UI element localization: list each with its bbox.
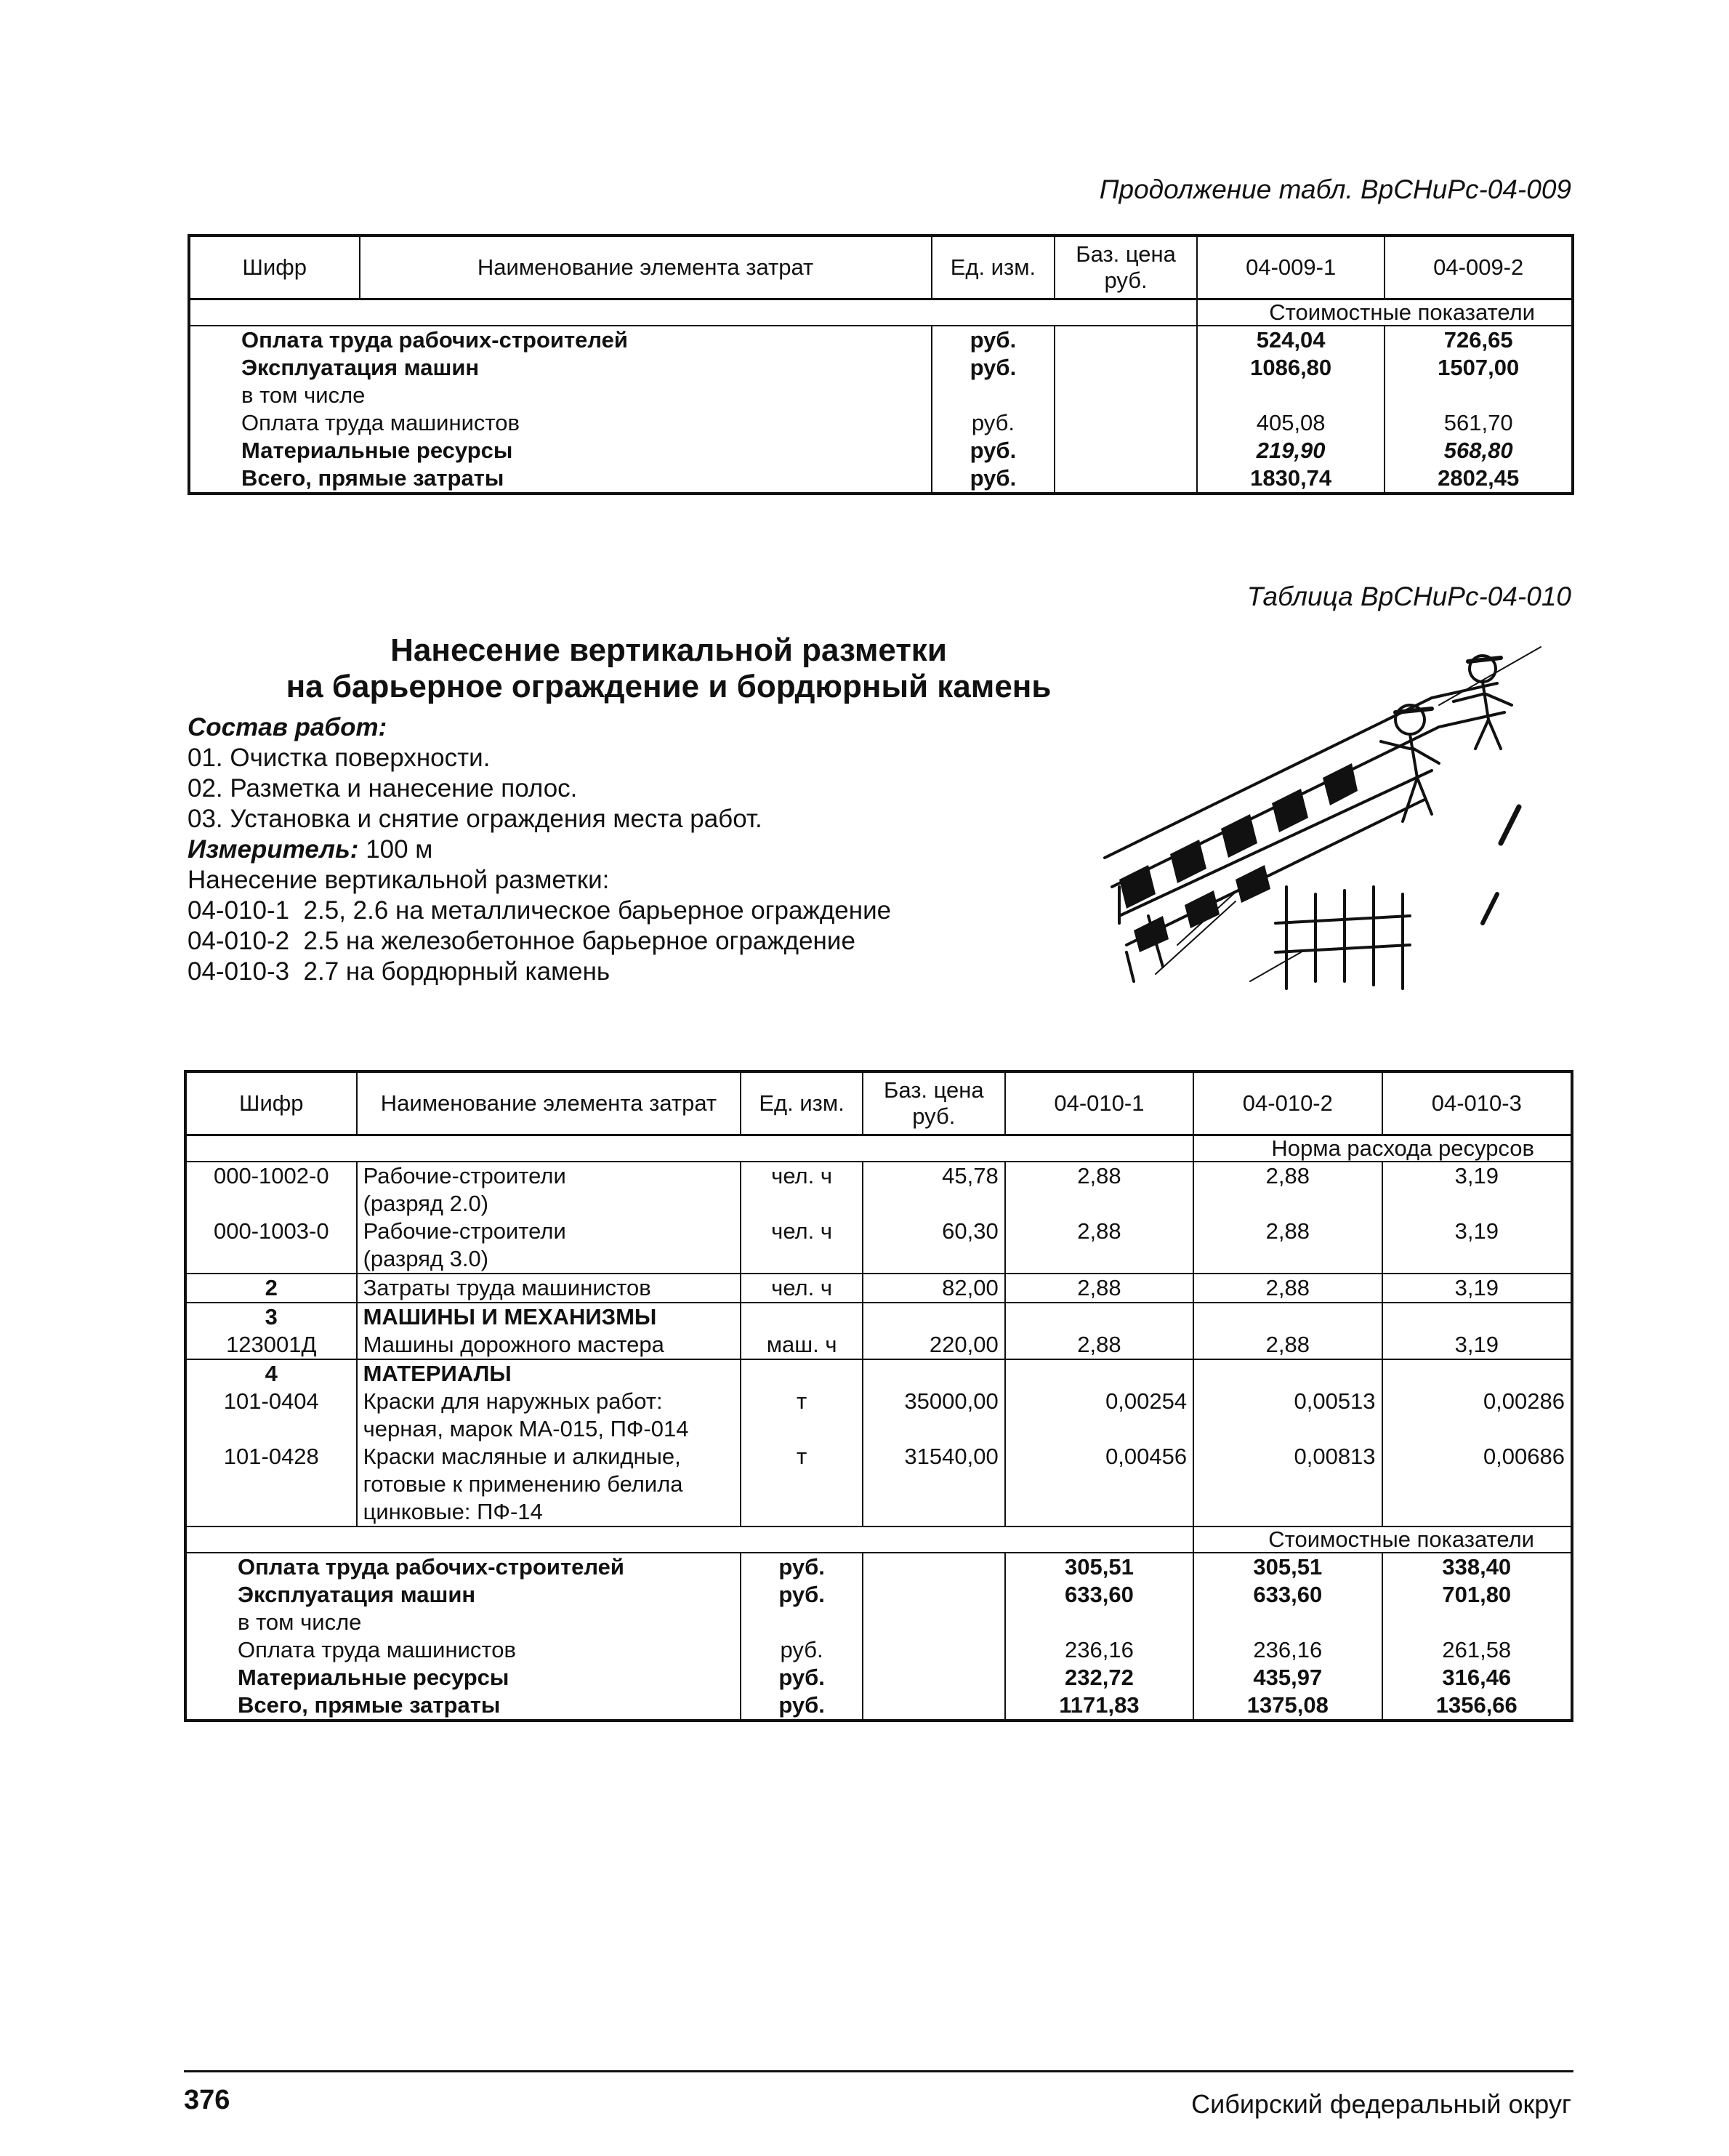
header-col-04-009-1: 04-009-1 (1197, 236, 1385, 299)
work-description (188, 712, 1096, 987)
row-code: 000-1002-0 (185, 1162, 357, 1218)
work-item: 02. Разметка и нанесение полос. (188, 774, 578, 803)
row-base-price (1055, 382, 1197, 409)
row-value-1: 1830,74 (1197, 464, 1385, 494)
cost-unit: руб. (741, 1636, 863, 1664)
cost-label: Оплата труда рабочих-строителей (185, 1553, 741, 1581)
cost-value-1: 232,72 (1005, 1664, 1193, 1692)
header-unit: Ед. изм. (741, 1071, 863, 1135)
page-number: 376 (184, 2085, 230, 2115)
cost-value-3: 1356,66 (1382, 1692, 1572, 1721)
header-code: Шифр (189, 236, 360, 299)
section-spacer (185, 1135, 1193, 1162)
cost-value-2: 1375,08 (1193, 1692, 1382, 1721)
row-value-3: 0,00686 (1382, 1443, 1572, 1527)
cost-value-2: 236,16 (1193, 1636, 1382, 1664)
row-label: Оплата труда рабочих-строителей (189, 326, 932, 354)
row-name-line: Краски масляные и алкидные, (363, 1444, 681, 1469)
row-unit: чел. ч (741, 1218, 863, 1274)
cost-value-3: 701,80 (1382, 1581, 1572, 1609)
row-value-3: 0,00286 (1382, 1388, 1572, 1443)
row-code: 123001Д (185, 1331, 357, 1359)
row-value-1 (1197, 382, 1385, 409)
group-name: МАТЕРИАЛЫ (357, 1359, 741, 1388)
group-code: 4 (185, 1359, 357, 1388)
row-code: 000-1003-0 (185, 1218, 357, 1274)
row-value-3: 3,19 (1382, 1218, 1572, 1274)
cost-value-2: 305,51 (1193, 1553, 1382, 1581)
row-label: Оплата труда машинистов (189, 409, 932, 437)
header-col-04-010-2: 04-010-2 (1193, 1071, 1382, 1135)
row-value-2: 2,88 (1193, 1331, 1382, 1359)
cost-value-2: 633,60 (1193, 1581, 1382, 1609)
cost-value-3: 316,46 (1382, 1664, 1572, 1692)
row-code: 2 (185, 1274, 357, 1303)
cost-unit: руб. (741, 1664, 863, 1692)
footer-region: Сибирский федеральный округ (1191, 2089, 1571, 2119)
row-value-2: 568,80 (1385, 437, 1573, 464)
cost-base-price (863, 1581, 1005, 1609)
table-caption: Таблица ВрСНиРс-04-010 (1246, 582, 1571, 611)
row-value-2: 2,88 (1193, 1218, 1382, 1274)
measure-label: Измеритель: (188, 835, 359, 864)
section-spacer (185, 1527, 1193, 1553)
row-value-1: 1086,80 (1197, 354, 1385, 382)
cost-label: Всего, прямые затраты (185, 1692, 741, 1721)
row-base-price (1055, 464, 1197, 494)
row-unit: руб. (932, 464, 1055, 494)
cost-base-price (863, 1664, 1005, 1692)
variant-item: 04-010-1 2.5, 2.6 на металлическое барьерное ограждение (188, 896, 892, 925)
group-code: 3 (185, 1303, 357, 1331)
row-value-1: 2,88 (1005, 1331, 1193, 1359)
row-value-1: 405,08 (1197, 409, 1385, 437)
row-value-2 (1385, 382, 1573, 409)
row-base-price (1055, 326, 1197, 354)
header-code: Шифр (185, 1071, 357, 1135)
cost-value-1: 633,60 (1005, 1581, 1193, 1609)
row-value-1: 2,88 (1005, 1218, 1193, 1274)
header-col-04-009-2: 04-009-2 (1385, 236, 1573, 299)
row-base-price (1055, 437, 1197, 464)
cost-value-3: 338,40 (1382, 1553, 1572, 1581)
row-base-price: 35000,00 (863, 1388, 1005, 1443)
cost-base-price (863, 1692, 1005, 1721)
row-value-3: 3,19 (1382, 1274, 1572, 1303)
header-base-price: Баз. цена руб. (1055, 236, 1197, 299)
cost-label: Эксплуатация машин (185, 1581, 741, 1609)
row-unit: т (741, 1388, 863, 1443)
cost-unit: руб. (741, 1581, 863, 1609)
row-name-line: цинковые: ПФ-14 (363, 1499, 543, 1524)
row-base-price: 82,00 (863, 1274, 1005, 1303)
row-value-3: 3,19 (1382, 1162, 1572, 1218)
row-unit: руб. (932, 437, 1055, 464)
cost-value-1: 1171,83 (1005, 1692, 1193, 1721)
header-unit: Ед. изм. (932, 236, 1055, 299)
row-value-2: 2802,45 (1385, 464, 1573, 494)
row-name-line: (разряд 2.0) (363, 1191, 489, 1216)
row-name (357, 1388, 741, 1443)
row-unit: руб. (932, 326, 1055, 354)
cost-unit: руб. (741, 1692, 863, 1721)
section-cost-indicators: Стоимостные показатели (1193, 1527, 1572, 1553)
work-label: Состав работ: (188, 713, 387, 741)
measure-value: 100 м (366, 835, 433, 864)
measure-line (188, 834, 1096, 865)
row-value-1: 0,00254 (1005, 1388, 1193, 1443)
row-unit: т (741, 1443, 863, 1527)
row-unit: маш. ч (741, 1331, 863, 1359)
title-line-1: Нанесение вертикальной разметки (390, 632, 947, 668)
row-base-price: 60,30 (863, 1218, 1005, 1274)
row-label: Всего, прямые затраты (189, 464, 932, 494)
header-name: Наименование элемента затрат (357, 1071, 741, 1135)
cost-label: в том числе (185, 1609, 741, 1636)
row-base-price: 220,00 (863, 1331, 1005, 1359)
section-spacer (189, 299, 1197, 326)
row-value-1: 524,04 (1197, 326, 1385, 354)
cost-label: Оплата труда машинистов (185, 1636, 741, 1664)
variant-item: 04-010-3 2.7 на бордюрный камень (188, 957, 610, 986)
row-label: Материальные ресурсы (189, 437, 932, 464)
footer-rule (184, 2070, 1573, 2072)
row-base-price (1055, 409, 1197, 437)
row-code: 101-0404 (185, 1388, 357, 1443)
row-unit: руб. (932, 409, 1055, 437)
row-value-1: 0,00456 (1005, 1443, 1193, 1527)
row-value-3: 3,19 (1382, 1331, 1572, 1359)
row-value-2: 2,88 (1193, 1274, 1382, 1303)
cost-unit: руб. (741, 1553, 863, 1581)
row-code: 101-0428 (185, 1443, 357, 1527)
cost-value-3: 261,58 (1382, 1636, 1572, 1664)
row-unit: чел. ч (741, 1274, 863, 1303)
work-item: 01. Очистка поверхности. (188, 744, 491, 772)
cost-table-04-009 (188, 234, 1574, 495)
row-name-line: черная, марок МА-015, ПФ-014 (363, 1416, 689, 1441)
header-name: Наименование элемента затрат (360, 236, 932, 299)
row-name-line: (разряд 3.0) (363, 1246, 489, 1271)
row-value-2: 0,00813 (1193, 1443, 1382, 1527)
row-value-2: 726,65 (1385, 326, 1573, 354)
row-name-line: Краски для наружных работ: (363, 1388, 663, 1414)
variant-item: 04-010-2 2.5 на железобетонное барьерное ограждение (188, 927, 855, 955)
section-title (182, 632, 1156, 705)
row-value-2: 0,00513 (1193, 1388, 1382, 1443)
row-value-2: 2,88 (1193, 1162, 1382, 1218)
row-value-2: 561,70 (1385, 409, 1573, 437)
row-name: Машины дорожного мастера (357, 1331, 741, 1359)
row-unit (932, 382, 1055, 409)
row-base-price: 31540,00 (863, 1443, 1005, 1527)
cost-value-1: 305,51 (1005, 1553, 1193, 1581)
row-name-line: готовые к применению белила (363, 1471, 683, 1497)
cost-label: Материальные ресурсы (185, 1664, 741, 1692)
row-value-2: 1507,00 (1385, 354, 1573, 382)
row-value-1: 2,88 (1005, 1162, 1193, 1218)
cost-base-price (863, 1553, 1005, 1581)
row-name-line: Рабочие-строители (363, 1163, 566, 1188)
cost-base-price (863, 1636, 1005, 1664)
row-name (357, 1443, 741, 1527)
row-value-1: 219,90 (1197, 437, 1385, 464)
section-resource-norms: Норма расхода ресурсов (1193, 1135, 1572, 1162)
header-base-price: Баз. цена руб. (863, 1071, 1005, 1135)
row-unit: чел. ч (741, 1162, 863, 1218)
row-base-price (1055, 354, 1197, 382)
row-name (357, 1218, 741, 1274)
cost-value-2: 435,97 (1193, 1664, 1382, 1692)
row-name-line: Рабочие-строители (363, 1218, 566, 1244)
illustration-workers-painting-barrier (1090, 640, 1570, 1003)
resource-table-04-010 (184, 1070, 1573, 1722)
row-label: Эксплуатация машин (189, 354, 932, 382)
row-value-1: 2,88 (1005, 1274, 1193, 1303)
continuation-caption: Продолжение табл. ВрСНиРс-04-009 (1099, 174, 1571, 204)
row-name (357, 1162, 741, 1218)
title-line-2: на барьерное ограждение и бордюрный камень (286, 669, 1052, 704)
row-base-price: 45,78 (863, 1162, 1005, 1218)
header-col-04-010-1: 04-010-1 (1005, 1071, 1193, 1135)
row-name: Затраты труда машинистов (357, 1274, 741, 1303)
section-cost-indicators: Стоимостные показатели (1197, 299, 1573, 326)
row-label: в том числе (189, 382, 932, 409)
cost-value-1: 236,16 (1005, 1636, 1193, 1664)
row-unit: руб. (932, 354, 1055, 382)
header-col-04-010-3: 04-010-3 (1382, 1071, 1572, 1135)
variants-intro: Нанесение вертикальной разметки: (188, 866, 610, 894)
work-item: 03. Установка и снятие ограждения места работ. (188, 805, 762, 833)
group-name: МАШИНЫ И МЕХАНИЗМЫ (357, 1303, 741, 1331)
